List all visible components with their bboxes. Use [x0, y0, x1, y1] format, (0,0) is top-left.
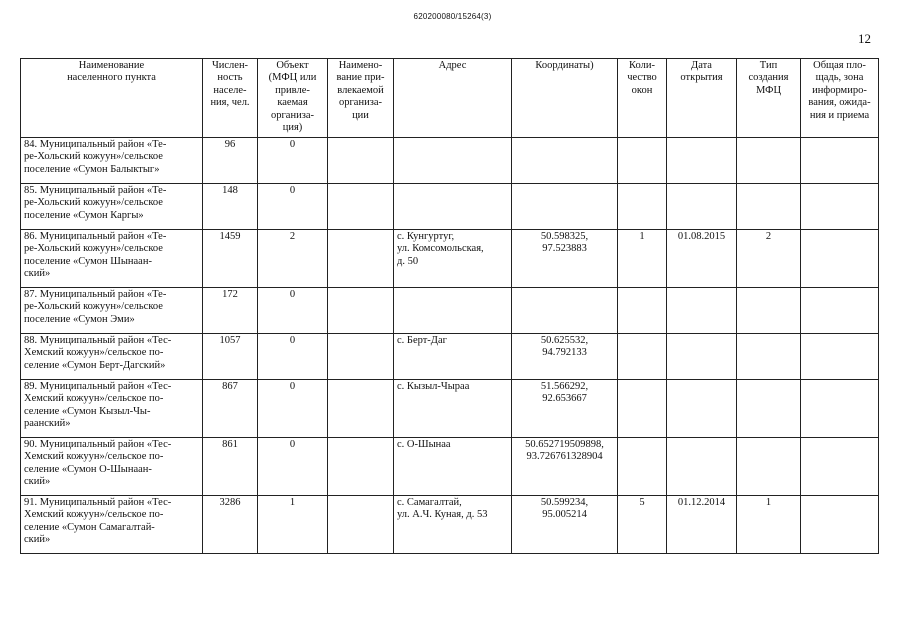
cell-coordinates: 50.598325, 97.523883 [512, 230, 618, 288]
cell-name: 87. Муниципальный район «Те- ре-Хольский кожуун»/сельское поселение «Сумон Эми» [21, 288, 203, 334]
cell-area [801, 184, 879, 230]
cell-date [667, 184, 737, 230]
cell-windows: 1 [618, 230, 667, 288]
cell-population: 861 [203, 438, 258, 496]
cell-windows [618, 288, 667, 334]
cell-name: 85. Муниципальный район «Те- ре-Хольский кожуун»/сельское поселение «Сумон Каргы» [21, 184, 203, 230]
cell-org [328, 184, 394, 230]
cell-area [801, 438, 879, 496]
cell-date [667, 334, 737, 380]
cell-windows: 5 [618, 496, 667, 554]
document-code: 620200080/15264(3) [413, 12, 492, 21]
cell-population: 96 [203, 138, 258, 184]
cell-address [394, 288, 512, 334]
page-number: 12 [858, 31, 871, 46]
cell-population: 867 [203, 380, 258, 438]
cell-type [737, 334, 801, 380]
cell-area [801, 138, 879, 184]
table-row [21, 138, 879, 184]
cell-type: 1 [737, 496, 801, 554]
table-row [21, 380, 879, 438]
cell-date [667, 138, 737, 184]
col-header-date: Дата открытия [667, 59, 737, 138]
cell-coordinates: 50.625532, 94.792133 [512, 334, 618, 380]
col-header-org: Наимено- вание при- влекаемой организа- ции [328, 59, 394, 138]
cell-object: 0 [258, 184, 328, 230]
table-row [21, 230, 879, 288]
cell-name: 88. Муниципальный район «Тес- Хемский кожуун»/сельское по- селение «Сумон Берт-Дагский» [21, 334, 203, 380]
cell-population: 172 [203, 288, 258, 334]
cell-org [328, 334, 394, 380]
cell-name: 90. Муниципальный район «Тес- Хемский кожуун»/сельское по- селение «Сумон О-Шынаан- ский» [21, 438, 203, 496]
cell-date [667, 288, 737, 334]
cell-date [667, 380, 737, 438]
cell-population: 3286 [203, 496, 258, 554]
cell-org [328, 380, 394, 438]
cell-date [667, 438, 737, 496]
cell-type [737, 288, 801, 334]
cell-area [801, 380, 879, 438]
cell-type [737, 380, 801, 438]
cell-coordinates: 50.652719509898, 93.726761328904 [512, 438, 618, 496]
cell-type [737, 438, 801, 496]
cell-coordinates: 50.599234, 95.005214 [512, 496, 618, 554]
table-header-row [21, 59, 879, 138]
table-row [21, 496, 879, 554]
col-header-windows: Коли- чество окон [618, 59, 667, 138]
cell-windows [618, 334, 667, 380]
cell-area [801, 496, 879, 554]
table-row [21, 438, 879, 496]
cell-population: 1459 [203, 230, 258, 288]
cell-name: 89. Муниципальный район «Тес- Хемский кожуун»/сельское по- селение «Сумон Кызыл-Чы- раанский» [21, 380, 203, 438]
cell-object: 0 [258, 288, 328, 334]
cell-area [801, 334, 879, 380]
cell-population: 1057 [203, 334, 258, 380]
cell-address: с. Кызыл-Чыраа [394, 380, 512, 438]
col-header-type: Тип создания МФЦ [737, 59, 801, 138]
cell-org [328, 496, 394, 554]
table-row [21, 288, 879, 334]
cell-coordinates [512, 138, 618, 184]
cell-address: с. Кунгуртуг, ул. Комсомольская, д. 50 [394, 230, 512, 288]
cell-windows [618, 184, 667, 230]
col-header-area: Общая пло- щадь, зона информиро- вания, ожида- ния и приема [801, 59, 879, 138]
cell-address [394, 138, 512, 184]
cell-coordinates: 51.566292, 92.653667 [512, 380, 618, 438]
cell-object: 1 [258, 496, 328, 554]
table-row [21, 334, 879, 380]
cell-windows [618, 438, 667, 496]
col-header-coordinates: Координаты) [512, 59, 618, 138]
cell-type [737, 138, 801, 184]
cell-address: с. Берт-Даг [394, 334, 512, 380]
cell-address [394, 184, 512, 230]
cell-name: 86. Муниципальный район «Те- ре-Хольский кожуун»/сельское поселение «Сумон Шынаан- ский» [21, 230, 203, 288]
cell-date: 01.08.2015 [667, 230, 737, 288]
cell-area [801, 230, 879, 288]
cell-object: 0 [258, 438, 328, 496]
cell-windows [618, 380, 667, 438]
cell-org [328, 288, 394, 334]
cell-name: 91. Муниципальный район «Тес- Хемский кожуун»/сельское по- селение «Сумон Самагалтай- ский» [21, 496, 203, 554]
cell-area [801, 288, 879, 334]
cell-population: 148 [203, 184, 258, 230]
col-header-object: Объект (МФЦ или привле- каемая организа- ция) [258, 59, 328, 138]
cell-coordinates [512, 288, 618, 334]
cell-org [328, 438, 394, 496]
cell-type [737, 184, 801, 230]
cell-object: 0 [258, 334, 328, 380]
cell-windows [618, 138, 667, 184]
col-header-name: Наименование населенного пункта [21, 59, 203, 138]
cell-coordinates [512, 184, 618, 230]
cell-name: 84. Муниципальный район «Те- ре-Хольский кожуун»/сельское поселение «Сумон Балыктыг» [21, 138, 203, 184]
cell-type: 2 [737, 230, 801, 288]
cell-address: с. О-Шынаа [394, 438, 512, 496]
cell-object: 2 [258, 230, 328, 288]
cell-object: 0 [258, 380, 328, 438]
table-row [21, 184, 879, 230]
cell-org [328, 138, 394, 184]
cell-object: 0 [258, 138, 328, 184]
col-header-address: Адрес [394, 59, 512, 138]
cell-address: с. Самагалтай, ул. А.Ч. Куная, д. 53 [394, 496, 512, 554]
mfc-table [20, 58, 879, 554]
col-header-population: Числен- ность населе- ния, чел. [203, 59, 258, 138]
cell-date: 01.12.2014 [667, 496, 737, 554]
cell-org [328, 230, 394, 288]
